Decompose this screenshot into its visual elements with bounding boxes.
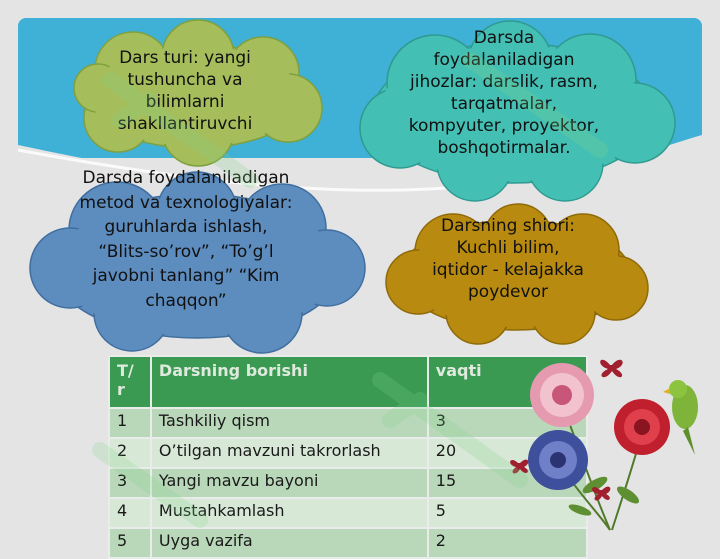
cloud-motto-text: Darsning shiori: Kuchli bilim, iqtidor - kelajakka poydevor xyxy=(432,216,584,302)
row-time: 3 xyxy=(428,408,587,438)
flower-bouquet-icon xyxy=(500,345,715,535)
pink-flower-icon xyxy=(530,363,594,427)
row-stage: Uyga vazifa xyxy=(151,528,428,558)
row-stage: Tashkiliy qism xyxy=(151,408,428,438)
cloud-methods-text: Darsda foydalaniladigan metod va texnologiyalar: guruhlarda ishlash, “Blits-so’rov”, “To’g’l javobni tanlang” “Kim chaqqon” xyxy=(79,168,293,311)
blue-flower-icon xyxy=(528,430,588,490)
row-number: 1 xyxy=(109,408,151,438)
row-time: 20 xyxy=(428,438,587,468)
red-flower-icon xyxy=(614,399,670,455)
row-time: 5 xyxy=(428,498,587,528)
row-time: 15 xyxy=(428,468,587,498)
cloud-equipment-text: Darsda foydalaniladigan jihozlar: darslik, rasm, tarqatmalar, kompyuter, proyektor, boshqotirmalar. xyxy=(408,28,600,158)
row-number: 3 xyxy=(109,468,151,498)
header-number: T/ r xyxy=(109,356,151,408)
row-time: 2 xyxy=(428,528,587,558)
row-number: 2 xyxy=(109,438,151,468)
row-number: 4 xyxy=(109,498,151,528)
row-number: 5 xyxy=(109,528,151,558)
row-stage: Mustahkamlash xyxy=(151,498,428,528)
row-stage: O’tilgan mavzuni takrorlash xyxy=(151,438,428,468)
row-stage: Yangi mavzu bayoni xyxy=(151,468,428,498)
cloud-lesson-type-text: Dars turi: yangi tushuncha va bilimlarni shakllantiruvchi xyxy=(117,48,253,134)
header-lesson-stage: Darsning borishi xyxy=(151,356,428,408)
header-time: vaqti xyxy=(428,356,587,408)
